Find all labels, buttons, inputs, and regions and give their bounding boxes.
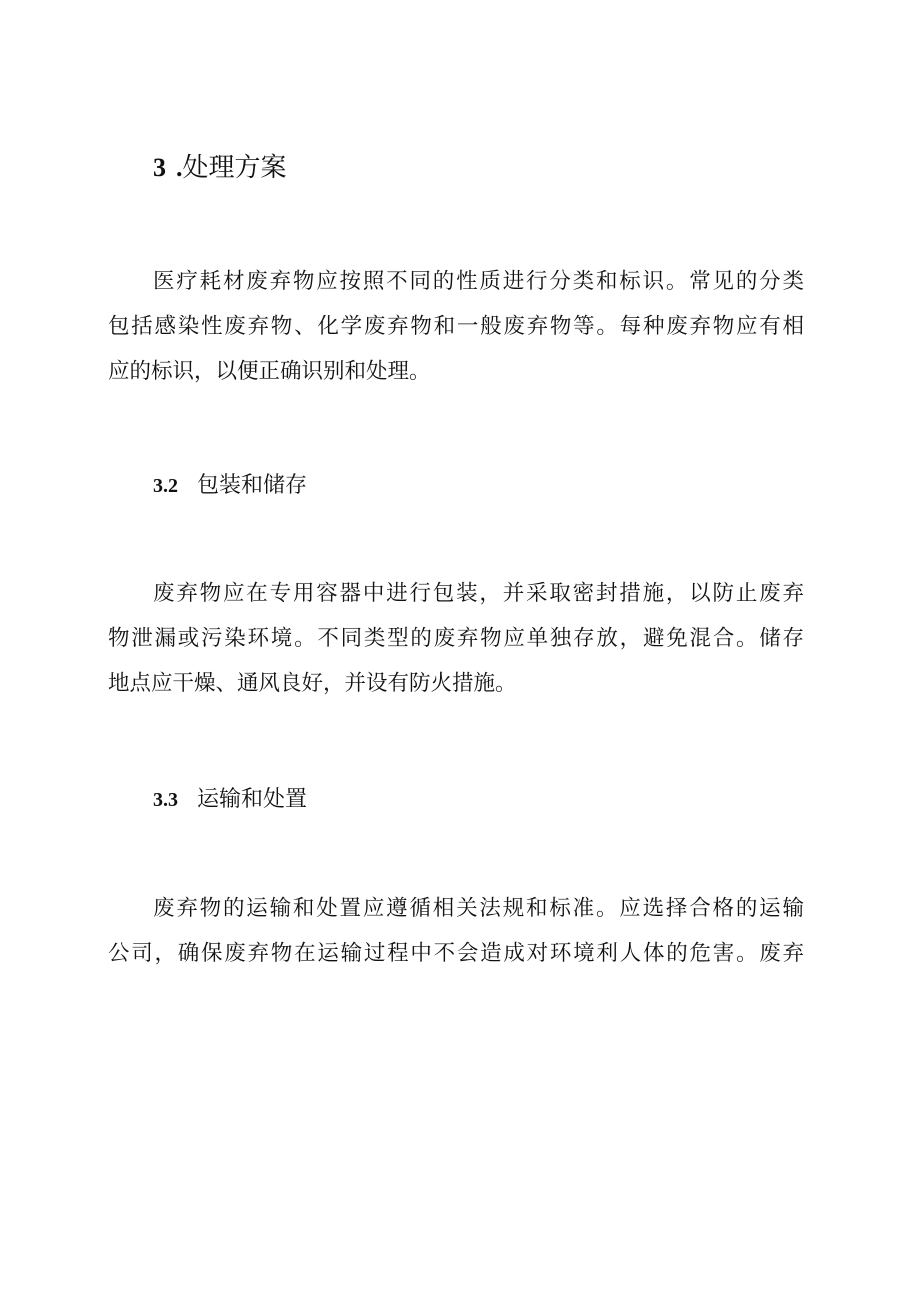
section-number: 3 — [153, 153, 166, 182]
section-number-dot: . — [176, 153, 183, 182]
subsection-number: 3.2 — [153, 475, 178, 497]
subsection-number: 3.3 — [153, 789, 178, 811]
subsection-title: 包装和储存 — [197, 473, 308, 498]
paragraph-line: 物泄漏或污染环境。不同类型的废弃物应单独存放，避免混合。储存 — [108, 626, 804, 651]
paragraph-line: 医疗耗材废弃物应按照不同的性质进行分类和标识。常见的分类 — [153, 269, 804, 294]
paragraph-line: 包括感染性废弃物、化学废弃物和一般废弃物等。每种废弃物应有相 — [108, 314, 804, 339]
paragraph-line: 废弃物的运输和处置应遵循相关法规和标准。应选择合格的运输 — [153, 896, 804, 921]
paragraph-packaging — [108, 571, 804, 706]
section-title: 处理方案 — [182, 153, 287, 183]
paragraph-classification — [108, 259, 804, 394]
paragraph-line: 公司，确保废弃物在运输过程中不会造成对环境利人体的危害。废弃 — [108, 941, 804, 966]
subsection-heading-transport — [153, 784, 307, 816]
paragraph-transport — [108, 886, 804, 976]
subsection-heading-packaging — [153, 470, 307, 502]
paragraph-line: 地点应干燥、通风良好，并设有防火措施。 — [108, 671, 517, 696]
subsection-title: 运输和处置 — [197, 787, 308, 812]
paragraph-line: 废弃物应在专用容器中进行包装，并采取密封措施，以防止废弃 — [153, 581, 804, 606]
paragraph-line: 应的标识，以便正确识别和处理。 — [108, 359, 431, 384]
section-heading — [153, 148, 287, 188]
